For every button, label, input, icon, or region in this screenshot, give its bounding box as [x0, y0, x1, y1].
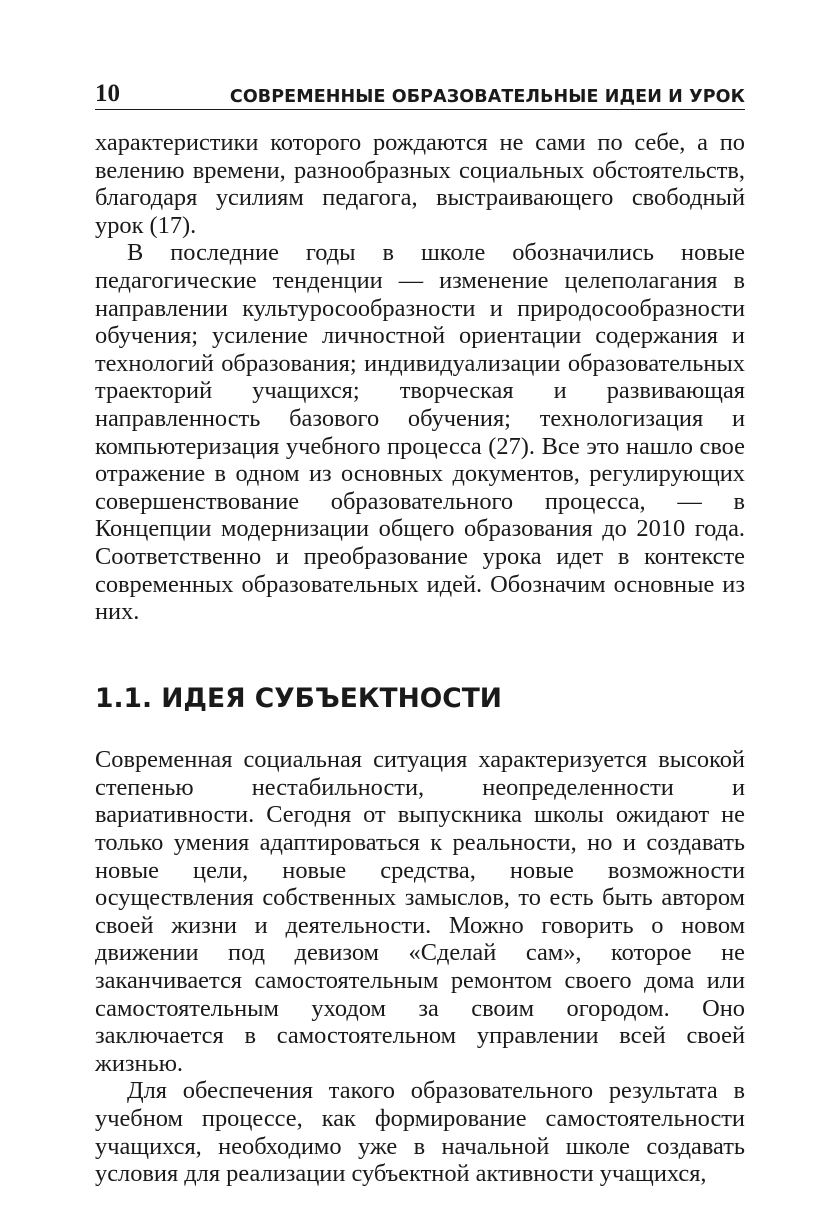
paragraph: характеристики которого рождаются не сами по себе, а по велению времени, разнообразных социальных обстоятельств, благодаря усилиям педагога, выстраивающего свободный урок (17).: [95, 129, 745, 239]
page-number: 10: [95, 80, 120, 107]
running-head: [95, 70, 745, 110]
paragraph: Для обеспечения такого образовательного результата в учебном процессе, как формирование самостоятельности учащихся, необходимо уже в начальной школе создавать условия для реализации субъектной активности учащихся,: [95, 1077, 745, 1188]
paragraph: В последние годы в школе обозначились новые педагогические тенденции — изменение целеполагания в направлении культуросообразности и природосообразности обучения; усиление личностной ориентации содержания и технологий образования; индивидуализации образовательных траекторий учащихся; творческая и развивающая направленность базового обучения; технологизация и компьютеризация учебного процесса (27). Все это нашло свое отражение в одном из основных документов, регулирующих совершенствование образовательного процесса, — в Концепции модернизации общего образования до 2010 года. Соответственно и преобразование урока идет в контексте современных образовательных идей. Обозначим основные из них.: [95, 239, 745, 626]
section-heading: 1.1. ИДЕЯ СУБЪЕКТНОСТИ: [95, 682, 502, 714]
paragraph: Современная социальная ситуация характеризуется высокой степенью нестабильности, неопределенности и вариативности. Сегодня от выпускника школы ожидают не только умения адаптироваться к реальности, но и создавать новые цели, новые средства, новые возможности осуществления собственных замыслов, то есть быть автором своей жизни и деятельности. Можно говорить о новом движении под девизом «Сделай сам», которое не заканчивается самостоятельным ремонтом своего дома или самостоятельным уходом за своим огородом. Оно заключается в самостоятельном управлении всей своей жизнью.: [95, 746, 745, 1077]
book-page: [95, 70, 745, 1188]
running-title: СОВРЕМЕННЫЕ ОБРАЗОВАТЕЛЬНЫЕ ИДЕИ И УРОК: [229, 86, 745, 107]
